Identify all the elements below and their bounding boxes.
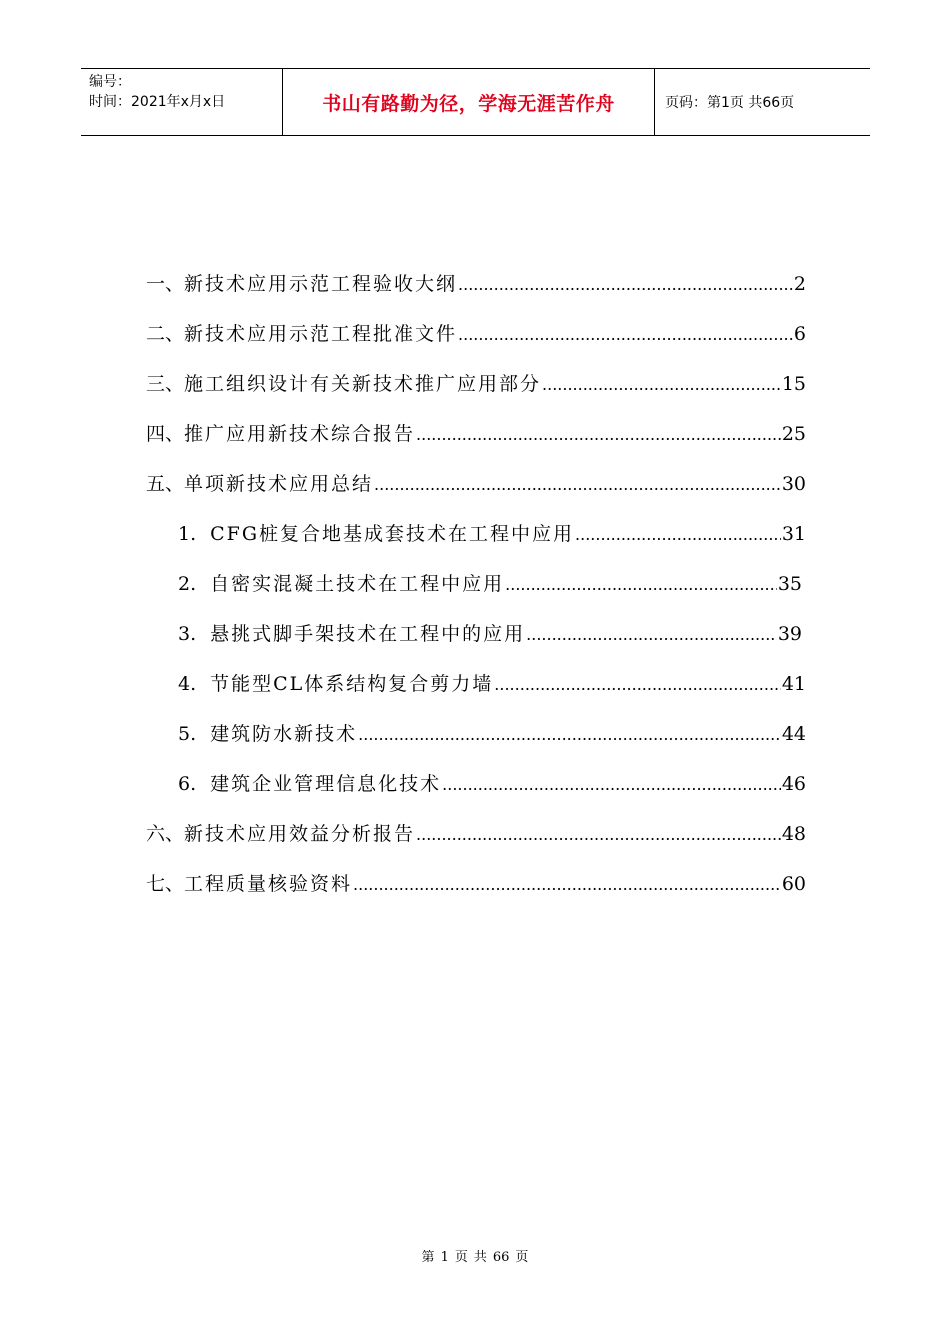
toc-entry[interactable] xyxy=(146,269,806,299)
toc-entry-page: 41 xyxy=(781,673,806,695)
toc-entry-number: 一、 xyxy=(146,273,185,295)
toc-entry-page: 6 xyxy=(793,323,806,345)
footer-last-word: 页 xyxy=(515,1250,529,1265)
toc-entry-number: 三、 xyxy=(146,373,185,395)
toc-entry-page: 48 xyxy=(781,823,806,845)
footer-total-label: 共 xyxy=(473,1250,487,1265)
toc-entry-title: 新技术应用效益分析报告 xyxy=(184,823,416,845)
toc-entry-page: 46 xyxy=(781,773,806,795)
toc-subentry[interactable] xyxy=(178,719,806,749)
toc-leader-dots xyxy=(494,670,781,700)
toc-entry-number: 2. xyxy=(178,573,197,595)
toc-entry[interactable] xyxy=(146,369,806,399)
toc-entry-title: 新技术应用示范工程批准文件 xyxy=(184,323,458,345)
toc-entry-number: 四、 xyxy=(146,423,185,445)
header-motto: 书山有路勤为径，学海无涯苦作舟 xyxy=(282,69,655,135)
toc-leader-dots xyxy=(458,320,793,350)
toc-entry-title: 工程质量核验资料 xyxy=(184,873,353,895)
toc-entry-page: 60 xyxy=(781,873,806,895)
toc-subentry[interactable] xyxy=(178,519,806,549)
toc-entry-number: 六、 xyxy=(146,823,185,845)
document-time-label: 时间：2021年x月x日 xyxy=(89,94,226,110)
toc-entry-number: 五、 xyxy=(146,473,185,495)
toc-entry-page: 31 xyxy=(781,523,806,545)
header-page-info: 页码：第1页 共66页 xyxy=(665,95,795,111)
toc-subentry[interactable] xyxy=(178,769,806,799)
toc-entry-page: 15 xyxy=(781,373,806,395)
toc-leader-dots xyxy=(416,420,781,450)
toc-entry-title: 单项新技术应用总结 xyxy=(184,473,374,495)
toc-leader-dots xyxy=(442,770,781,800)
footer-page-word: 页 xyxy=(454,1250,468,1265)
footer-first-word: 第 xyxy=(421,1250,435,1265)
toc-entry-number: 5. xyxy=(178,723,197,745)
toc-entry[interactable] xyxy=(146,319,806,349)
toc-leader-dots xyxy=(526,620,777,650)
toc-leader-dots xyxy=(358,720,781,750)
toc-entry-page: 25 xyxy=(781,423,806,445)
toc-entry-title: 新技术应用示范工程验收大纲 xyxy=(184,273,458,295)
toc-entry-title: 建筑企业管理信息化技术 xyxy=(210,773,442,795)
toc-entry-page: 30 xyxy=(781,473,806,495)
toc-leader-dots xyxy=(575,520,781,550)
toc-entry[interactable] xyxy=(146,469,806,499)
toc-leader-dots xyxy=(505,570,777,600)
toc-entry-page: 35 xyxy=(777,573,802,595)
toc-leader-dots xyxy=(416,820,781,850)
toc-leader-dots xyxy=(374,470,781,500)
document-number-label: 编号： xyxy=(89,74,131,90)
toc-entry-title: 推广应用新技术综合报告 xyxy=(184,423,416,445)
toc-entry-page: 44 xyxy=(781,723,806,745)
toc-entry-number: 七、 xyxy=(146,873,185,895)
toc-subentry[interactable] xyxy=(178,669,806,699)
toc-leader-dots xyxy=(458,270,793,300)
toc-entry-page: 2 xyxy=(793,273,806,295)
toc-leader-dots xyxy=(353,870,781,900)
toc-entry-page: 39 xyxy=(777,623,802,645)
toc-entry-title: 悬挑式脚手架技术在工程中的应用 xyxy=(210,623,526,645)
toc-entry-number: 4. xyxy=(178,673,197,695)
toc-subentry[interactable] xyxy=(178,619,802,649)
toc-entry[interactable] xyxy=(146,869,806,899)
toc-entry[interactable] xyxy=(146,819,806,849)
toc-entry-title: 自密实混凝土技术在工程中应用 xyxy=(210,573,505,595)
toc-entry-number: 二、 xyxy=(146,323,185,345)
footer-total-pages: 66 xyxy=(492,1250,510,1265)
toc-entry-title: 施工组织设计有关新技术推广应用部分 xyxy=(184,373,542,395)
header-meta xyxy=(81,69,282,135)
toc-entry-title: 节能型CL体系结构复合剪力墙 xyxy=(210,673,494,695)
toc-entry-number: 1. xyxy=(178,523,197,545)
page-header xyxy=(81,68,870,136)
toc-entry-number: 6. xyxy=(178,773,197,795)
toc-subentry[interactable] xyxy=(178,569,802,599)
toc-entry[interactable] xyxy=(146,419,806,449)
footer-page-number: 1 xyxy=(440,1250,449,1265)
toc-entry-title: 建筑防水新技术 xyxy=(210,723,358,745)
page-footer xyxy=(0,1246,950,1265)
toc-leader-dots xyxy=(542,370,781,400)
toc-entry-number: 3. xyxy=(178,623,197,645)
toc-entry-title: CFG桩复合地基成套技术在工程中应用 xyxy=(210,523,575,545)
